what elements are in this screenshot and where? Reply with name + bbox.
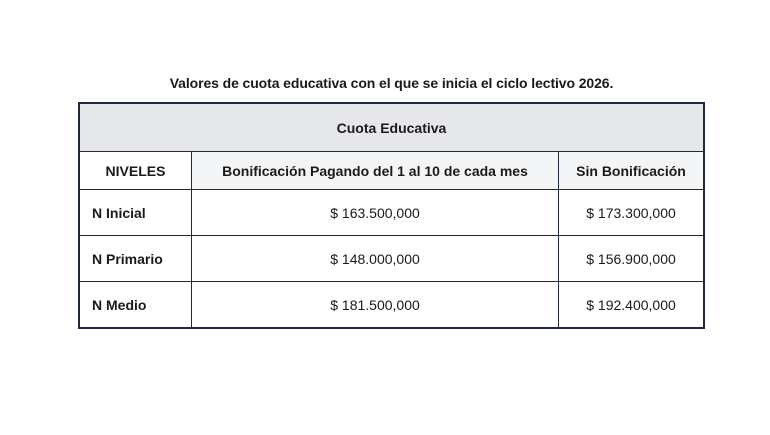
bonus-amount-cell: $ 148.000,000: [192, 236, 559, 282]
group-header: Cuota Educativa: [79, 103, 704, 152]
fees-table: [78, 102, 705, 329]
level-cell: N Inicial: [79, 190, 192, 236]
column-header-no-bonus: Sin Bonificación: [559, 152, 705, 190]
bonus-amount-cell: $ 163.500,000: [192, 190, 559, 236]
table-row: [79, 282, 704, 329]
group-header-row: [79, 103, 704, 152]
no-bonus-amount-cell: $ 156.900,000: [559, 236, 705, 282]
column-header-levels: NIVELES: [79, 152, 192, 190]
no-bonus-amount-cell: $ 192.400,000: [559, 282, 705, 329]
no-bonus-amount-cell: $ 173.300,000: [559, 190, 705, 236]
table-row: [79, 236, 704, 282]
table-row: [79, 190, 704, 236]
column-header-bonus: Bonificación Pagando del 1 al 10 de cada mes: [192, 152, 559, 190]
level-cell: N Medio: [79, 282, 192, 329]
table-caption: Valores de cuota educativa con el que se inicia el ciclo lectivo 2026.: [169, 75, 614, 91]
level-cell: N Primario: [79, 236, 192, 282]
bonus-amount-cell: $ 181.500,000: [192, 282, 559, 329]
column-header-row: [79, 152, 704, 190]
